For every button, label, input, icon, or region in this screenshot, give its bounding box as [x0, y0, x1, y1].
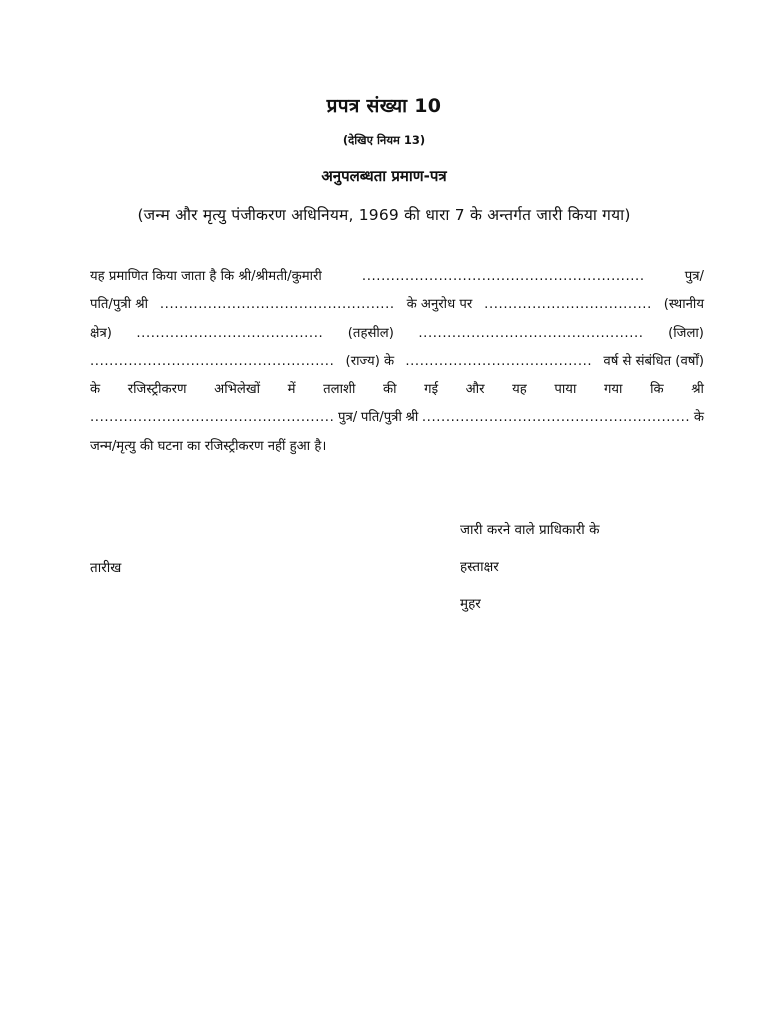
word: यह [512, 382, 527, 398]
date-label: तारीख [90, 560, 122, 576]
area-label: क्षेत्र) [90, 325, 112, 341]
year-blank-field[interactable]: ....................................... [405, 353, 593, 369]
signature-label: हस्ताक्षर [460, 559, 499, 575]
year-label: वर्ष से संबंधित (वर्षों) [603, 353, 704, 369]
signature-block [460, 520, 599, 631]
request-text: के अनुरोध पर [406, 297, 473, 313]
body-line-2 [90, 294, 704, 322]
tehsil-label: (तहसील) [347, 325, 394, 341]
seal-label: मुहर [460, 596, 481, 612]
body-line-4 [90, 351, 704, 379]
word: कि [650, 382, 664, 398]
state-label: (राज्य) के [345, 353, 395, 369]
body-line-7 [90, 436, 704, 464]
body-line-6 [90, 407, 704, 435]
word: में [287, 382, 296, 398]
local-area-label: (स्थानीय [663, 297, 704, 313]
word: गई [424, 382, 439, 398]
parent-name-blank-field[interactable]: ................................................. [159, 297, 395, 313]
parent2-name-blank-field[interactable]: ........................................................ [421, 410, 691, 426]
honorific-text: श्री [405, 410, 419, 426]
word: गया [603, 382, 623, 398]
conclusion-text: जन्म/मृत्यु की घटना का रजिस्ट्रीकरण नहीं हुआ है। [90, 438, 327, 454]
word: पाया [554, 382, 577, 398]
word: अभिलेखों [214, 382, 261, 398]
relation-text: पुत्र/ [338, 410, 358, 426]
issuer-label: जारी करने वाले प्राधिकारी के [460, 522, 600, 538]
certify-text: यह प्रमाणित किया जाता है कि श्री/श्रीमती/कुमारी [90, 269, 322, 284]
body-line-3 [90, 323, 704, 351]
relation-text: पति/पुत्री श्री [90, 297, 148, 313]
certificate-body [90, 266, 704, 464]
local-area-blank-field[interactable]: ................................... [484, 297, 652, 313]
district-label: (जिला) [668, 325, 704, 341]
word: के [90, 382, 101, 398]
word: तलाशी [323, 382, 356, 398]
word: रजिस्ट्रीकरण [127, 382, 187, 398]
word: के [693, 410, 704, 426]
act-reference: (जन्म और मृत्यु पंजीकरण अधिनियम, 1969 की धारा 7 के अन्तर्गत जारी किया गया) [137, 206, 631, 224]
word: की [383, 382, 397, 398]
name-blank-field[interactable]: ........................................................... [361, 269, 645, 284]
certificate-heading: अनुपलब्धता प्रमाण-पत्र [321, 167, 447, 185]
relation-text: पति/पुत्री [360, 410, 402, 426]
body-line-1 [90, 266, 704, 294]
word: और [465, 382, 485, 398]
word: श्री [691, 382, 704, 398]
body-line-5 [90, 379, 704, 407]
relation-text: पुत्र/ [684, 269, 704, 284]
form-title: प्रपत्र संख्या 10 [326, 95, 442, 117]
tehsil-blank-field[interactable]: ....................................... [136, 325, 324, 341]
state-blank-field[interactable]: ................................................... [90, 353, 335, 369]
child-name-blank-field[interactable]: ................................................... [90, 410, 335, 426]
district-blank-field[interactable]: ............................................... [418, 325, 644, 341]
rule-reference: (देखिए नियम 13) [342, 133, 426, 147]
